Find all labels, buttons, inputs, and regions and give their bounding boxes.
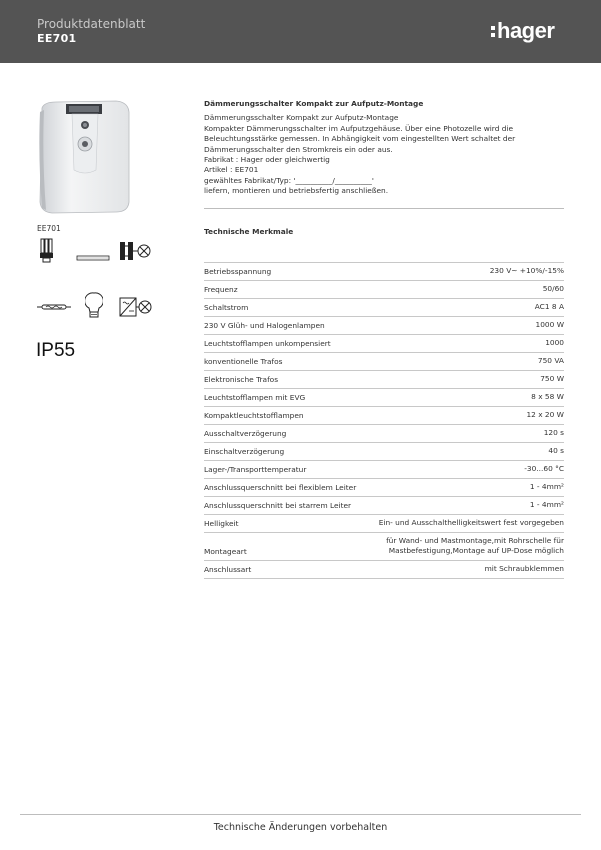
- footer-note: Technische Änderungen vorbehalten: [213, 822, 388, 833]
- spec-row: [204, 280, 564, 298]
- spec-label: Leuchtstofflampen unkompensiert: [204, 339, 331, 348]
- spec-label: Schaltstrom: [204, 303, 249, 312]
- cfl-lamp-icon: [37, 238, 59, 264]
- spec-row: [204, 298, 564, 316]
- spec-row: [204, 496, 564, 514]
- spec-label: Anschlussquerschnitt bei starrem Leiter: [204, 501, 352, 510]
- spec-value: 230 V~ +10%/-15%: [489, 266, 564, 275]
- logo-dots-icon: [491, 23, 496, 39]
- spec-row: [204, 560, 564, 579]
- spec-row: [204, 334, 564, 352]
- tech-title: Technische Merkmale: [204, 227, 294, 236]
- description-line: Dämmerungsschalter Kompakt zur Aufputz-Montage: [204, 113, 399, 123]
- spec-row: [204, 442, 564, 460]
- spec-label: Betriebsspannung: [204, 267, 272, 276]
- spec-label: Elektronische Trafos: [204, 375, 279, 384]
- spec-value: 8 x 58 W: [531, 392, 564, 401]
- spec-row: [204, 352, 564, 370]
- spec-value: 1 - 4mm²: [529, 500, 564, 509]
- spec-label: konventionelle Trafos: [204, 357, 283, 366]
- brand-logo: [491, 18, 554, 44]
- description-line: Fabrikat : Hager oder gleichwertig: [204, 155, 330, 165]
- spec-value: 40 s: [548, 446, 564, 455]
- transformer-lamp-icon: [119, 240, 153, 262]
- spec-value: 1000: [545, 338, 564, 347]
- spec-value: 1 - 4mm²: [529, 482, 564, 491]
- spec-label: Kompaktleuchtstofflampen: [204, 411, 304, 420]
- spec-row: [204, 370, 564, 388]
- product-description: [204, 99, 564, 197]
- spec-value: 12 x 20 W: [526, 410, 564, 419]
- spec-table: [204, 262, 564, 579]
- spec-row: [204, 262, 564, 280]
- spec-value: Ein- und Ausschalthelligkeitswert fest vorgegeben: [378, 518, 564, 527]
- description-line: gewähltes Fabrikat/Typ: '__________/__________': [204, 175, 374, 185]
- spec-value: mit Schraubklemmen: [484, 564, 564, 573]
- spec-row: [204, 514, 564, 532]
- description-line: Artikel : EE701: [204, 165, 259, 175]
- spec-label: Helligkeit: [204, 519, 239, 528]
- article-number: EE701: [37, 32, 77, 45]
- spec-label: Frequenz: [204, 285, 238, 294]
- spec-value: 1000 W: [535, 320, 564, 329]
- spec-row: [204, 460, 564, 478]
- spec-label: Ausschaltverzögerung: [204, 429, 287, 438]
- spec-label: Anschlussart: [204, 565, 252, 574]
- page-header: [0, 0, 601, 63]
- electronic-transformer-icon: [119, 296, 153, 318]
- spec-row: [204, 478, 564, 496]
- description-line: Kompakter Dämmerungsschalter im Aufputzgehäuse. Über eine Photozelle wird die Beleuchtungsstärke gemessen. In Abhängigkeit vom eingestellten Wert schaltet der Dämmerungsschalter den Stromkreis ein oder aus.: [204, 123, 516, 154]
- brand-name: hager: [497, 18, 555, 43]
- spec-value: AC1 8 A: [534, 302, 564, 311]
- product-image: [36, 98, 131, 216]
- ip-rating: IP55: [36, 340, 76, 361]
- spec-value: 50/60: [542, 284, 564, 293]
- spec-value: 120 s: [543, 428, 564, 437]
- spec-label: Anschlussquerschnitt bei flexiblem Leiter: [204, 483, 357, 492]
- spec-row: [204, 316, 564, 334]
- footer-divider: [20, 814, 581, 815]
- description-line: liefern, montieren und betriebsfertig anschließen.: [204, 186, 389, 196]
- spec-label: Leuchtstofflampen mit EVG: [204, 393, 306, 402]
- spec-row: [204, 532, 564, 560]
- spec-label: 230 V Glüh- und Halogenlampen: [204, 321, 325, 330]
- spec-row: [204, 388, 564, 406]
- doc-type: Produktdatenblatt: [37, 17, 146, 31]
- spec-value: 750 VA: [537, 356, 564, 365]
- incandescent-bulb-icon: [85, 292, 103, 320]
- spec-row: [204, 406, 564, 424]
- tube-lamp-icon: [76, 254, 110, 262]
- description-title: Dämmerungsschalter Kompakt zur Aufputz-Montage: [204, 99, 424, 108]
- spec-label: Lager-/Transporttemperatur: [204, 465, 307, 474]
- spec-value: 750 W: [540, 374, 564, 383]
- product-caption: EE701: [37, 224, 61, 233]
- spec-label: Einschaltverzögerung: [204, 447, 285, 456]
- spec-value: -30...60 °C: [524, 464, 564, 473]
- halogen-tube-icon: [37, 303, 71, 311]
- spec-value: für Wand- und Mastmontage,mit Rohrschelle für Mastbefestigung,Montage auf UP-Dose möglich: [386, 536, 564, 555]
- spec-row: [204, 424, 564, 442]
- spec-label: Montageart: [204, 547, 247, 556]
- section-divider: [204, 208, 564, 209]
